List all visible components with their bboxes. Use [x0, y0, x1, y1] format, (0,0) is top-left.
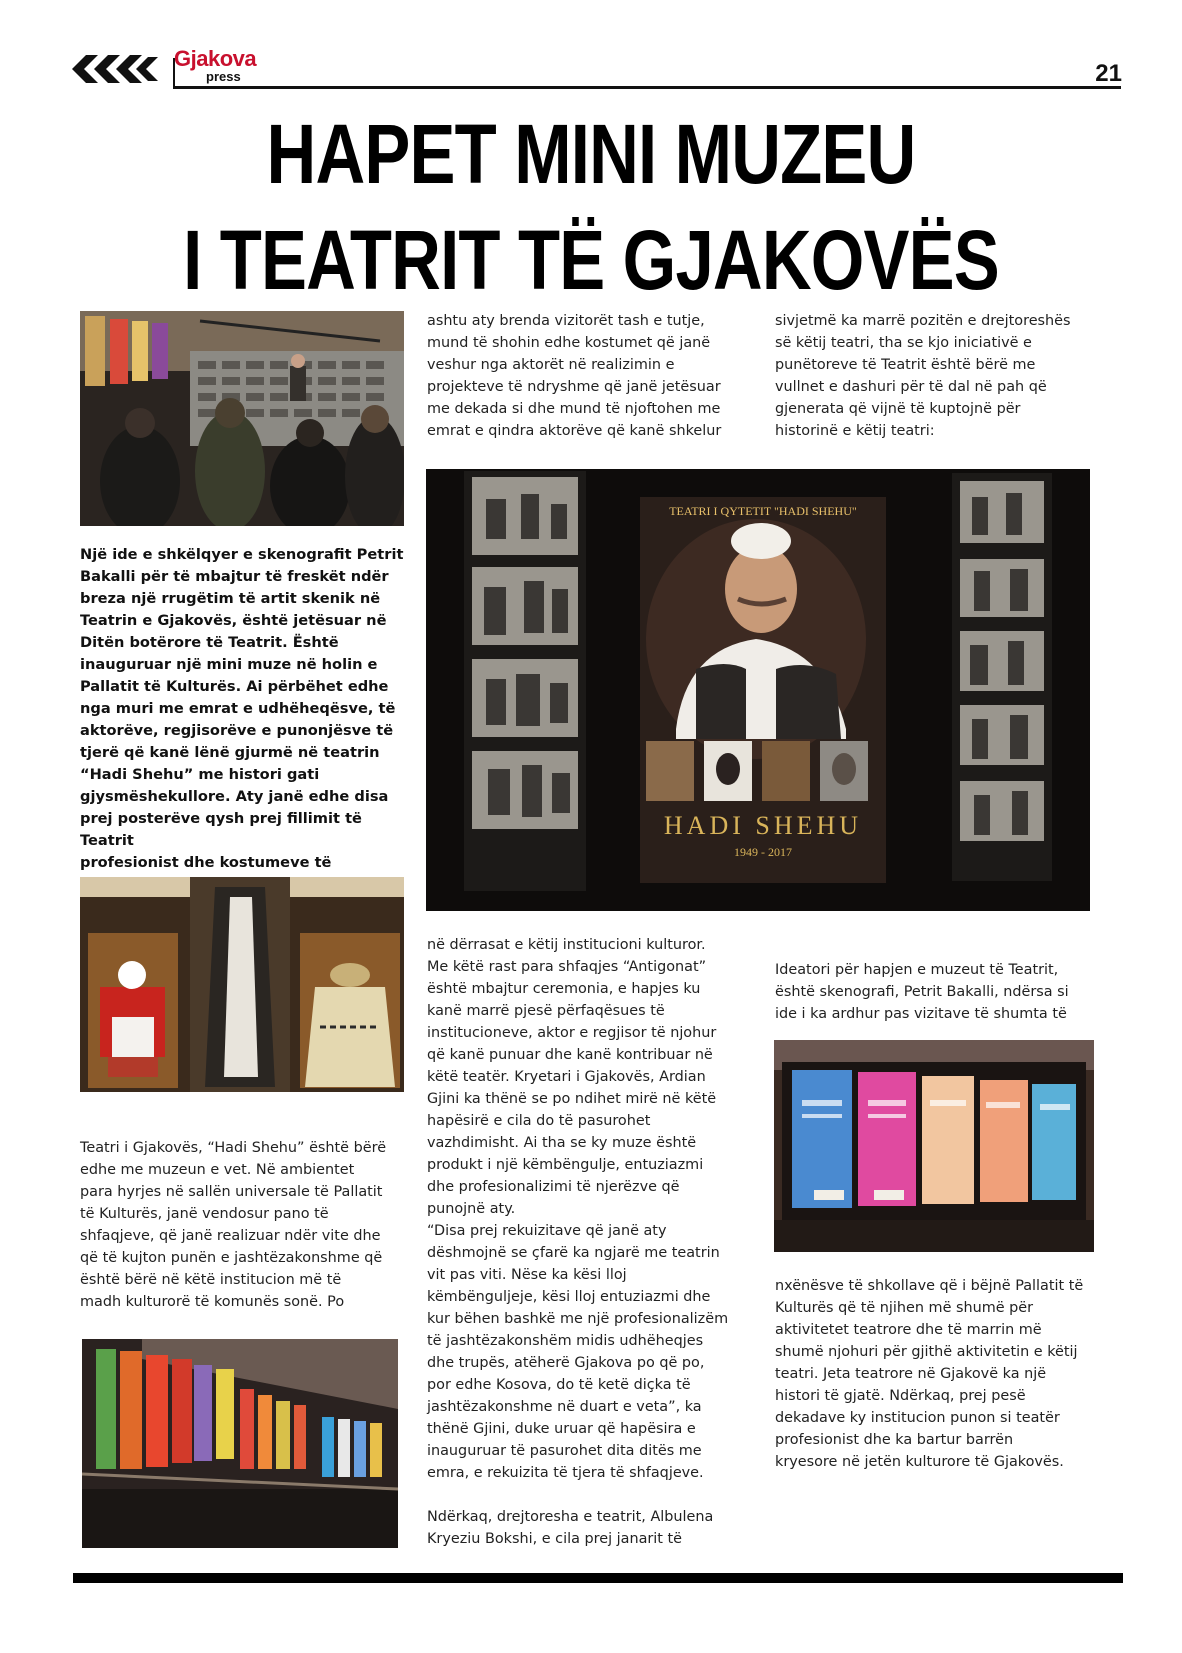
poster-top-label: TEATRI I QYTETIT "HADI SHEHU" — [669, 504, 857, 518]
headline-line-1: HAPET MINI MUZEU — [266, 107, 916, 201]
ceremony-photo — [80, 311, 404, 526]
publication-logo: Gjakova — [174, 46, 257, 71]
back-chevrons-icon — [72, 55, 162, 83]
footer-rule — [73, 1573, 1123, 1583]
poster-wall-photo — [82, 1339, 398, 1548]
poster-years: 1949 - 2017 — [734, 845, 792, 859]
page-number: 21 — [1095, 60, 1122, 87]
hadi-shehu-poster-photo — [426, 469, 1090, 911]
column-1-middle-text: Teatri i Gjakovës, “Hadi Shehu” është bërë edhe me muzeun e vet. Në ambientet para hyrjes në sallën universale të Pallatit të Kulturës, janë vendosur pano të shfaqjeve, që janë realizuar ndër vite dhe që të kujton punën e jashtëzakonshme që është bërë në këtë institucion më të madh kulturorë të komunës sonë. Po — [80, 1140, 387, 1310]
costumes-photo — [80, 877, 404, 1092]
framed-posters-photo — [774, 1040, 1094, 1252]
column-3-middle-text: Ideatori për hapjen e muzeut të Teatrit, është skenografi, Petrit Bakalli, ndërsa si ide i ka ardhur pas vizitave të shumta të — [775, 962, 1069, 1022]
column-3-top-text: sivjetmë ka marrë pozitën e drejtoreshës së këtij teatri, tha se kjo iniciativë e punëtoreve të Teatrit është bërë me vullnet e dashuri për të dal në pah që gjenerata që vijnë të kuptojnë për historinë e këtij teatri: — [775, 313, 1071, 439]
headline-line-2: I TEATRIT TË GJAKOVËS — [183, 213, 999, 307]
header-rule — [173, 86, 1121, 89]
column-2-bottom-text: në dërrasat e këtij institucioni kulturor. Me këtë rast para shfaqjes “Antigonat” është mbajtur ceremonia, e hapjes ku kanë marrë pjesë përfaqësues të institucioneve, aktor e regjisor të njohur që kanë punuar dhe kanë kontribuar në këtë teatër. Kryetari i Gjakovës, Ardian Gjini ka thënë se po ndihet mirë në këtë hapësirë e cila do të pasurohet vazhdimisht. Ai tha se ky muze është produkt i një këmbëngulje, entuziazmi dhe profesionalizimi të njerëzve që punojnë aty. “Disa prej rekuizitave që janë aty dëshmojnë se çfarë ka ngjarë me teatrin vit pas viti. Nëse ka kësi lloj këmbënguljeje, kësi lloj entuziazmi dhe kur bëhen bashkë me një profesionalizëm të jashtëzakonshëm midis udhëheqjes dhe trupës, atëherë Gjakova po që po, por edhe Kosova, do të ketë diçka të jashtëzakonshme në duart e veta”, ka thënë Gjini, duke uruar që hapësira e inauguruar të pasurohet dita ditës me emra, e rekuizita të tjera të shfaqjeve. Ndërkaq, drejtoresha e teatrit, Albulena Kryeziu Bokshi, e cila prej janarit të — [427, 937, 729, 1547]
column-3-bottom-text: nxënësve të shkollave që i bëjnë Pallatit të Kulturës që të njihen më shumë për aktivitetet teatrore dhe të marrin më shumë njohuri për gjithë aktivitetin e këtij teatri. Jeta teatrore në Gjakovë ka një histori të gjatë. Ndërkaq, prej pesë dekadave ky institucion punon si teatër profesionist dhe ka bartur barrën kryesore në jetën kulturore të Gjakovës. — [775, 1278, 1084, 1470]
column-2-top-text: ashtu aty brenda vizitorët tash e tutje, mund të shohin edhe kostumet që janë veshur nga aktorët në realizimin e projekteve të ndryshme që janë jetësuar me dekada si dhe mund të njoftohen me emrat e qindra aktorëve që kanë shkelur — [427, 313, 722, 439]
poster-name: HADI SHEHU — [663, 811, 863, 840]
lead-paragraph: Një ide e shkëlqyer e skenografit Petrit Bakalli për të mbajtur të freskët ndër breza një rrugëtim të artit skenik në Teatrin e Gjakovës, është jetësuar në Ditën botërore të Teatrit. Është inauguruar një mini muze në holin e Pallatit të Kulturës. Ai përbëhet edhe nga muri me emrat e udhëheqësve, të aktorëve, regjisorëve e punonjësve të tjerë që kanë lënë gjurmë në teatrin “Hadi Shehu” me histori gati gjysmëshekullore. Aty janë edhe disa prej posterëve qysh prej fillimit të Teatrit profesionist dhe kostumeve të — [80, 546, 404, 871]
publication-logo-sub: press — [206, 69, 241, 84]
